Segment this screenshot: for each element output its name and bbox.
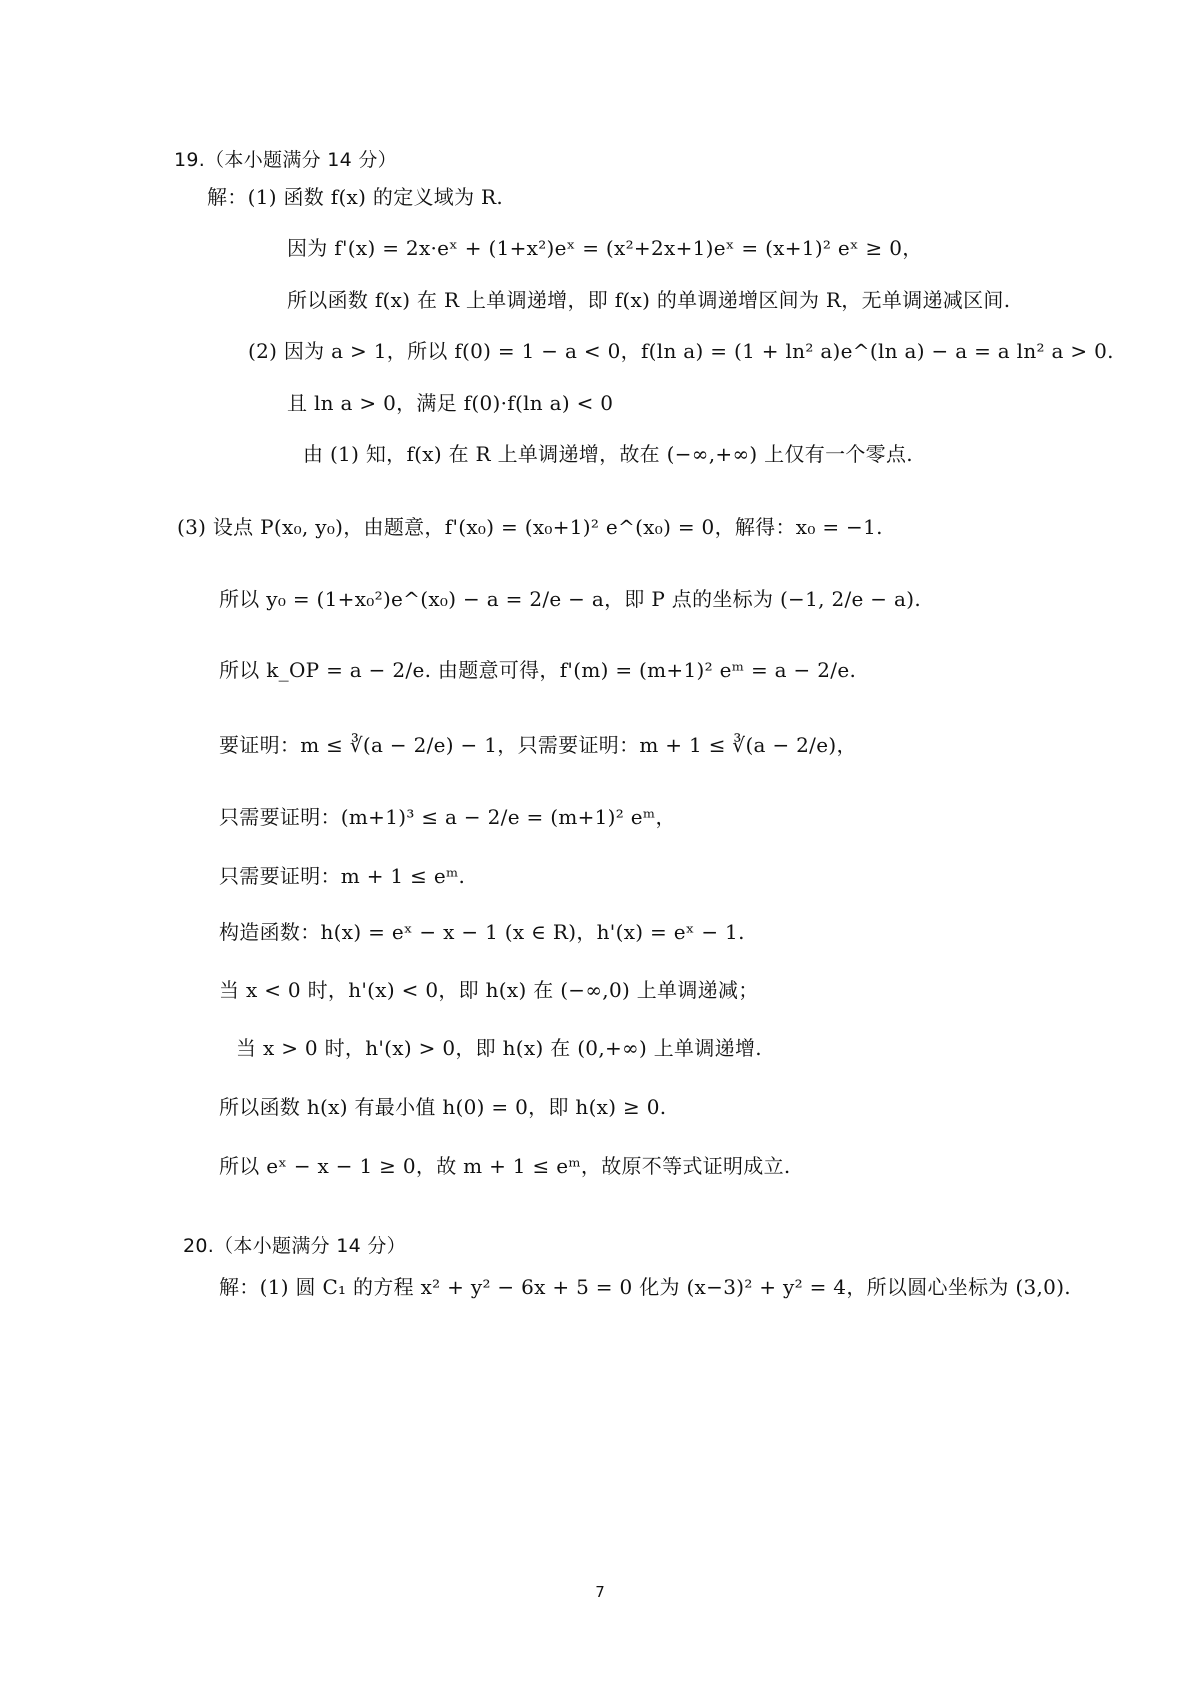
q19-part3-line8: 当 x < 0 时，h'(x) < 0，即 h(x) 在 (−∞,0) 上单调递减；: [219, 978, 759, 1002]
q19-part2-line2: 且 ln a > 0，满足 f(0)·f(ln a) < 0: [287, 391, 614, 415]
q19-part3-line4: 要证明：m ≤ ∛(a − 2/e) − 1，只需要证明：m + 1 ≤ ∛(a − 2/e)，: [219, 733, 857, 757]
q19-part3-line7: 构造函数：h(x) = eˣ − x − 1 (x ∈ R)，h'(x) = eˣ − 1.: [219, 920, 745, 944]
q20-part1-line1: 解：(1) 圆 C₁ 的方程 x² + y² − 6x + 5 = 0 化为 (x−3)² + y² = 4，所以圆心坐标为 (3,0).: [219, 1275, 1071, 1299]
q19-part1-intro: 解：(1) 函数 f(x) 的定义域为 R.: [207, 185, 504, 209]
q19-part3-line6: 只需要证明：m + 1 ≤ eᵐ.: [219, 864, 466, 888]
q19-part3-line1: (3) 设点 P(x₀, y₀)，由题意，f'(x₀) = (x₀+1)² e^(x₀) = 0，解得：x₀ = −1.: [177, 515, 883, 539]
q19-part1-conclusion: 所以函数 f(x) 在 R 上单调递增，即 f(x) 的单调递增区间为 R，无单调递减区间.: [287, 288, 1011, 312]
q19-part3-line11: 所以 eˣ − x − 1 ≥ 0，故 m + 1 ≤ eᵐ，故原不等式证明成立.: [219, 1154, 791, 1178]
q19-part1-derivative: 因为 f'(x) = 2x·eˣ + (1+x²)eˣ = (x²+2x+1)eˣ = (x+1)² eˣ ≥ 0，: [287, 236, 923, 260]
q19-part2-line3: 由 (1) 知，f(x) 在 R 上单调递增，故在 (−∞,+∞) 上仅有一个零点.: [303, 442, 913, 466]
q19-part3-line3: 所以 k_OP = a − 2/e. 由题意可得，f'(m) = (m+1)² eᵐ = a − 2/e.: [219, 658, 857, 682]
question-20-heading: 20.（本小题满分 14 分）: [183, 1235, 406, 1257]
page-number: 7: [595, 1583, 605, 1601]
q19-part2-line1: (2) 因为 a > 1，所以 f(0) = 1 − a < 0，f(ln a) = (1 + ln² a)e^(ln a) − a = a ln² a > 0.: [248, 339, 1114, 363]
q19-part3-line10: 所以函数 h(x) 有最小值 h(0) = 0，即 h(x) ≥ 0.: [219, 1095, 667, 1119]
question-19-heading: 19.（本小题满分 14 分）: [174, 149, 397, 171]
q19-part3-line9: 当 x > 0 时，h'(x) > 0，即 h(x) 在 (0,+∞) 上单调递增.: [236, 1036, 762, 1060]
q19-part3-line5: 只需要证明：(m+1)³ ≤ a − 2/e = (m+1)² eᵐ，: [219, 805, 676, 829]
q19-part3-line2: 所以 y₀ = (1+x₀²)e^(x₀) − a = 2/e − a，即 P 点的坐标为 (−1, 2/e − a).: [219, 587, 921, 611]
